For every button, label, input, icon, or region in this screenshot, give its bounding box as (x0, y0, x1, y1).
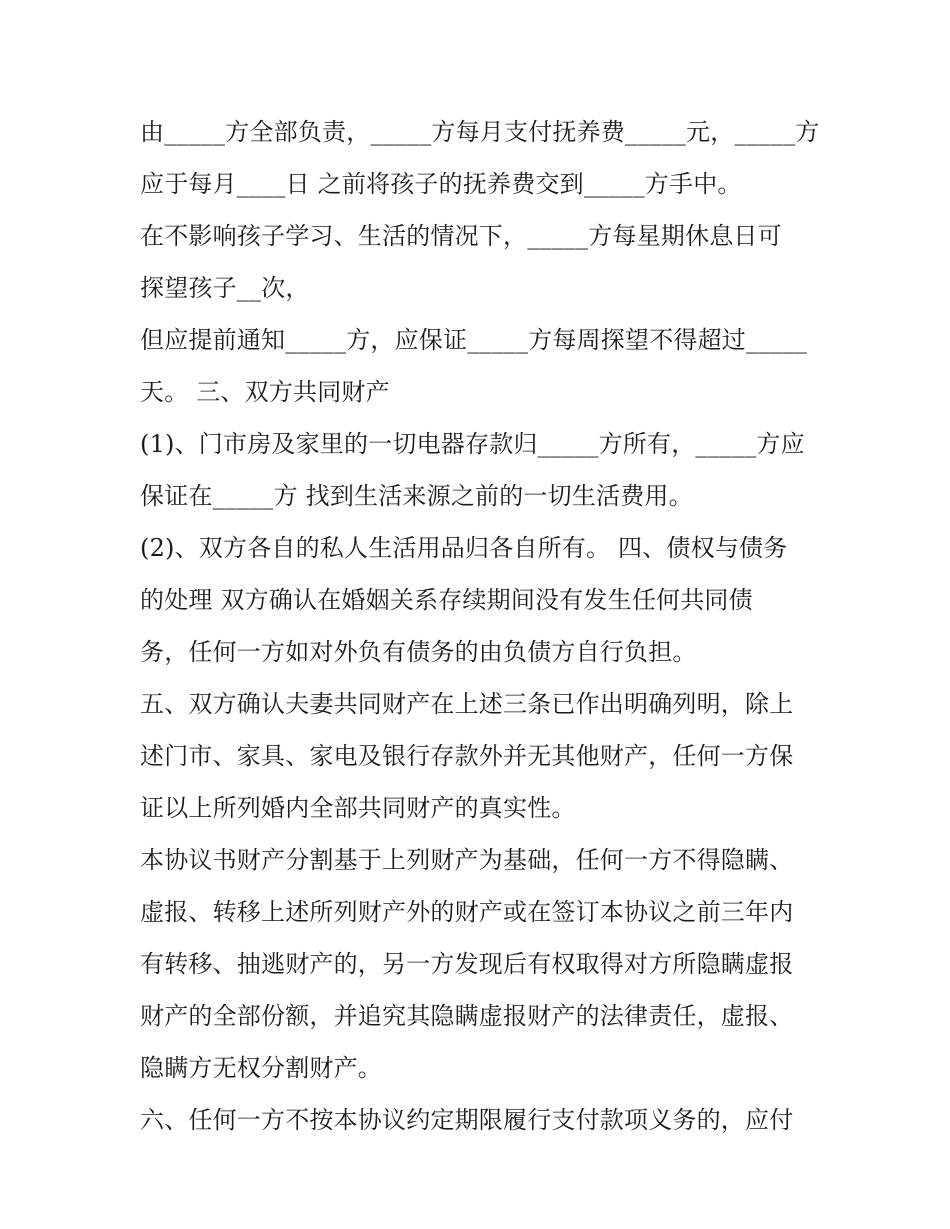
text-line: 由_____方全部负责，_____方每月支付抚养费_____元，_____方 (140, 118, 820, 146)
text-line: 天。 三、双方共同财产 (140, 378, 390, 406)
text-line: 探望孩子__次， (140, 274, 310, 302)
text-line: 证以上所列婚内全部共同财产的真实性。 (140, 794, 576, 822)
text-line: 财产的全部份额，并追究其隐瞒虚报财产的法律责任，虚报、 (140, 1002, 794, 1030)
text-line: 的处理 双方确认在婚姻关系存续期间没有发生任何共同债 (140, 586, 753, 614)
text-line: 但应提前通知_____方，应保证_____方每周探望不得超过_____ (140, 326, 807, 354)
text-line: 五、双方确认夫妻共同财产在上述三条已作出明确列明，除上 (140, 690, 794, 718)
text-line: 有转移、抽逃财产的，另一方发现后有权取得对方所隐瞒虚报 (140, 950, 794, 978)
text-line: 隐瞒方无权分割财产。 (140, 1054, 382, 1082)
text-line: 在不影响孩子学习、生活的情况下，_____方每星期休息日可 (140, 222, 782, 250)
text-line: 述门市、家具、家电及银行存款外并无其他财产，任何一方保 (140, 742, 794, 770)
text-line: 保证在_____方 找到生活来源之前的一切生活费用。 (140, 482, 693, 510)
text-line: 六、任何一方不按本协议约定期限履行支付款项义务的，应付 (140, 1106, 794, 1134)
text-line: (1)、门市房及家里的一切电器存款归_____方所有，_____方应 (140, 430, 805, 458)
text-line: 应于每月____日 之前将孩子的抚养费交到_____方手中。 (140, 170, 742, 198)
text-line: 虚报、转移上述所列财产外的财产或在签订本协议之前三年内 (140, 898, 794, 926)
text-line: 本协议书财产分割基于上列财产为基础，任何一方不得隐瞒、 (140, 846, 794, 874)
text-line: 务，任何一方如对外负有债务的由负债方自行负担。 (140, 638, 697, 666)
agreement-text (140, 106, 820, 1146)
text-line: (2)、双方各自的私人生活用品归各自所有。 四、债权与债务 (140, 534, 788, 562)
